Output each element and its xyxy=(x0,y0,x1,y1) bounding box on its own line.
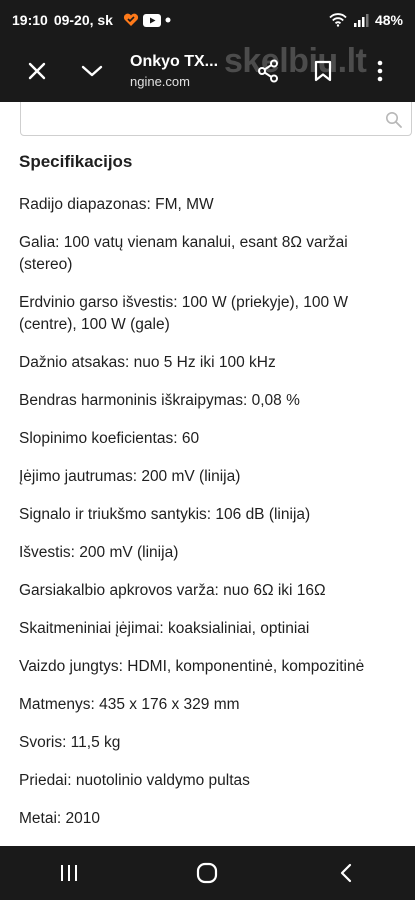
spec-item: Matmenys: 435 x 176 x 329 mm xyxy=(19,696,240,713)
system-nav-bar xyxy=(0,846,415,900)
search-input[interactable] xyxy=(20,102,412,136)
spec-item: Dažnio atsakas: nuo 5 Hz iki 100 kHz xyxy=(19,354,276,371)
spec-item: Signalo ir triukšmo santykis: 106 dB (linija) xyxy=(19,506,311,523)
spec-item: Slopinimo koeficientas: 60 xyxy=(19,430,200,447)
page-title-block[interactable] xyxy=(130,53,230,89)
spec-item: Radijo diapazonas: FM, MW xyxy=(19,196,214,213)
spec-item: Įėjimo jautrumas: 200 mV (linija) xyxy=(19,468,241,485)
bookmark-icon xyxy=(314,60,332,82)
status-left xyxy=(12,12,171,28)
status-notification-icons xyxy=(123,13,171,27)
page-title: Onkyo TX... xyxy=(130,53,219,70)
more-options-button[interactable] xyxy=(360,51,400,91)
wifi-icon xyxy=(329,13,347,27)
specifications-list xyxy=(19,194,399,846)
spec-item: Išvestis: 200 mV (linija) xyxy=(19,544,179,561)
spec-item: Svoris: 11,5 kg xyxy=(19,734,121,751)
heart-icon xyxy=(123,13,139,27)
spec-item: Garsiakalbio apkrovos varža: nuo 6Ω iki 16Ω xyxy=(19,582,326,599)
signal-icon xyxy=(353,13,369,27)
home-button[interactable] xyxy=(177,851,237,895)
page-content xyxy=(0,102,415,846)
more-vert-icon xyxy=(377,60,383,82)
spec-item: Vaizdo jungtys: HDMI, komponentinė, kompozitinė xyxy=(19,658,365,675)
spec-item: Bendras harmoninis iškraipymas: 0,08 % xyxy=(19,392,300,409)
share-icon xyxy=(257,59,279,83)
watermark-logo: skelbiu.lt xyxy=(224,42,367,80)
close-button[interactable] xyxy=(17,51,57,91)
share-button[interactable] xyxy=(248,51,288,91)
bookmark-button[interactable] xyxy=(303,51,343,91)
back-icon xyxy=(339,863,353,883)
spec-item: Galia: 100 vatų vienam kanalui, esant 8Ω varžai (stereo) xyxy=(19,234,348,273)
home-icon xyxy=(196,862,218,884)
spec-item: Skaitmeniniai įėjimai: koaksialiniai, optiniai xyxy=(19,620,310,637)
youtube-icon xyxy=(143,14,161,27)
spec-item: Erdvinio garso išvestis: 100 W (priekyje), 100 W (centre), 100 W (gale) xyxy=(19,294,349,333)
recent-apps-button[interactable] xyxy=(39,851,99,895)
search-icon[interactable] xyxy=(385,111,403,129)
back-button[interactable] xyxy=(316,851,376,895)
status-date: 09-20, sk xyxy=(53,12,113,28)
browser-toolbar xyxy=(0,40,415,102)
status-right xyxy=(329,12,403,28)
minimize-button[interactable] xyxy=(72,51,112,91)
status-bar xyxy=(0,0,415,40)
chevron-down-icon xyxy=(81,64,103,78)
spec-item: Metai: 2010 xyxy=(19,810,100,827)
close-icon xyxy=(27,61,47,81)
status-time: 19:10 xyxy=(12,12,48,28)
dot-icon xyxy=(165,17,171,23)
recent-apps-icon xyxy=(59,864,79,882)
specifications-heading: Specifikacijos xyxy=(19,152,133,171)
spec-item: Priedai: nuotolinio valdymo pultas xyxy=(19,772,250,789)
battery-level: 48% xyxy=(374,12,403,28)
page-url: ngine.com xyxy=(130,74,190,89)
